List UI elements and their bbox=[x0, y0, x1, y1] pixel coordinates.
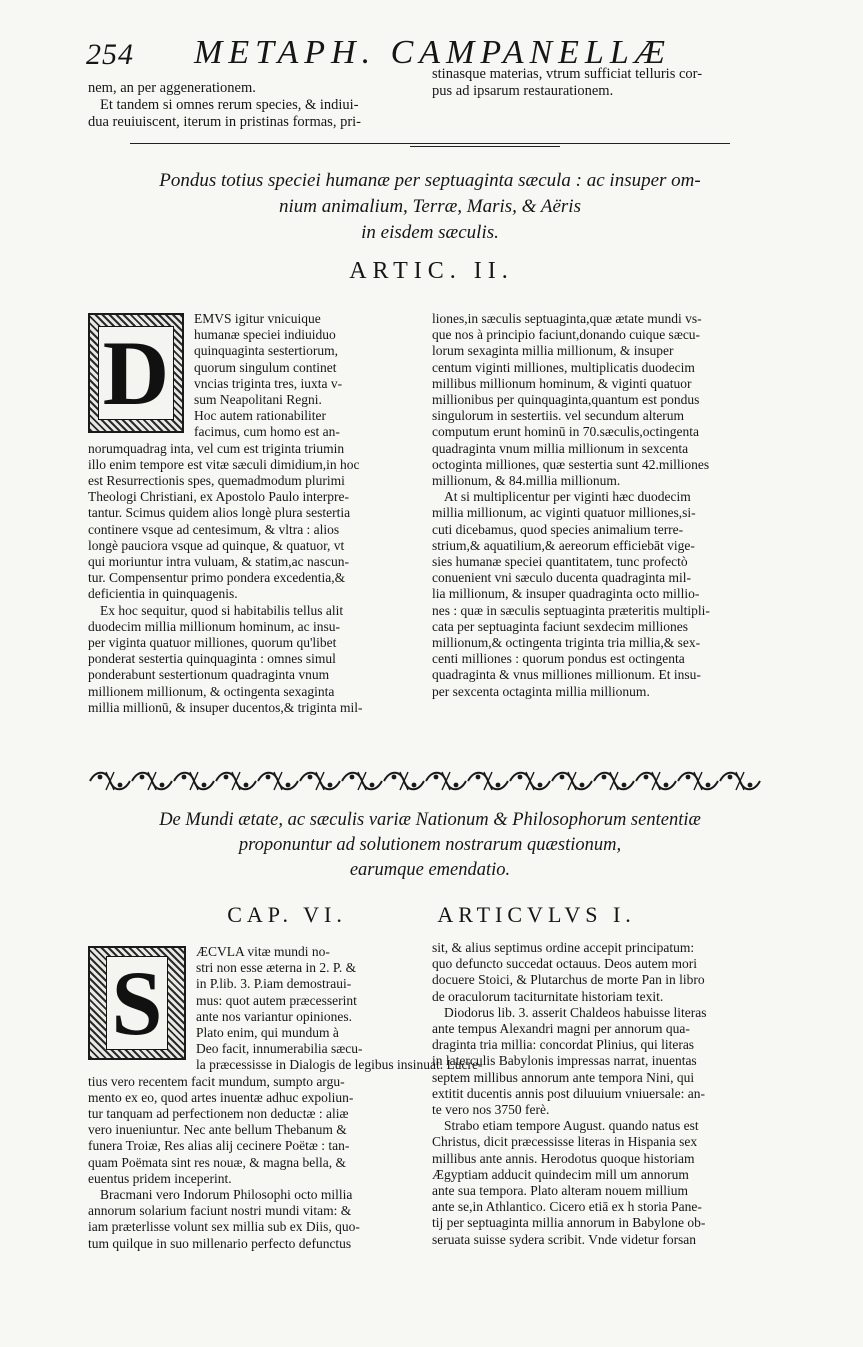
text-line: est Resurrectionis spes, quemadmodum plurimi bbox=[88, 473, 345, 489]
chapter-heading bbox=[0, 902, 863, 928]
text-line: facimus, cum homo est an- bbox=[194, 424, 340, 440]
text-line: septem millibus annorum ante tempora Nini, qui bbox=[432, 1069, 695, 1085]
text-line: Bracmani vero Indorum Philosophi octo millia bbox=[100, 1187, 353, 1203]
text-line: millia millionū, & insuper ducentos,& triginta mil- bbox=[88, 699, 363, 715]
text-line: nes : quæ in sæculis septuaginta præteritis multipli- bbox=[432, 602, 710, 618]
text-line: deficientia in quinquagenis. bbox=[88, 586, 238, 602]
text-line: humanæ speciei indiuiduo bbox=[194, 327, 336, 343]
text-line: cata per septuaginta faciunt sexdecim milliones bbox=[432, 618, 689, 634]
continued-text-left bbox=[88, 80, 408, 131]
text-line: Diodorus lib. 3. asserit Chaldeos habuisse literas bbox=[444, 1004, 707, 1020]
heading-line: in eisdem sæculis. bbox=[361, 222, 499, 243]
text-line: millibus millionum hominum, & viginti quatuor bbox=[432, 375, 692, 391]
text-line: longè pauciora vsque ad quinque, & quatuor, vt bbox=[88, 537, 345, 553]
text-line: tij per septuaginta millia annorum in Babylone ob- bbox=[432, 1215, 706, 1231]
text-line: quadraginta vnum millia millionum in sexcenta bbox=[432, 440, 689, 456]
text-line: de oraculorum taciturnitate historiam texit. bbox=[432, 988, 664, 1004]
text-line: illo enim tempore est vitæ sæculi dimidium,in hoc bbox=[88, 456, 360, 472]
text-line: millionum,& octingenta triginta tria millia,& sex- bbox=[432, 635, 701, 651]
text-line: tum quilque in suo millenario perfecto defunctus bbox=[88, 1235, 352, 1251]
text-line: EMVS igitur vnicuique bbox=[194, 311, 321, 326]
text-line: extitit ducentis annis post diluuium vniuersale: an- bbox=[432, 1085, 705, 1101]
decorated-initial-d bbox=[88, 313, 184, 433]
section-heading-mundi bbox=[100, 808, 760, 883]
text-line: duodecim millia millionum hominum, ac insu- bbox=[88, 618, 340, 634]
text-line: sit, & alius septimus ordine accepit principatum: bbox=[432, 940, 695, 955]
text-line: annorum solarium faciunt nostri mundi vitam: & bbox=[88, 1203, 352, 1219]
text-line: ante se,in Athlantico. Cicero etiā ex h storia Pane- bbox=[432, 1199, 702, 1215]
article-number: ARTICVLVS I. bbox=[437, 902, 636, 927]
text-line: ante sua tempora. Plato alteram nouem millium bbox=[432, 1183, 689, 1199]
text-line: Et tandem si omnes rerum species, & indiui- bbox=[100, 97, 359, 113]
text-line: mento ex eo, quod artes inuentæ adhuc expoliun- bbox=[88, 1089, 354, 1105]
text-line: millionibus per quinquaginta,quantum est pondus bbox=[432, 392, 700, 408]
text-line: pus ad ipsarum restaurationem. bbox=[432, 83, 614, 99]
text-line: strium,& aquatilium,& aereorum efficiebāt vige- bbox=[432, 537, 695, 553]
text-line: millia millionum, ac viginti quatuor milliones,si- bbox=[432, 505, 696, 521]
text-line: sum Neapolitani Regni. bbox=[194, 392, 322, 408]
text-line: ponderat sestertia quinquaginta : omnes simul bbox=[88, 651, 336, 667]
text-line: quadraginta & vnus milliones millionum. Et insu- bbox=[432, 667, 701, 683]
text-line: draginta tria millia: concordat Plinius, qui literas bbox=[432, 1037, 695, 1053]
text-line: seruata suisse sydera scribit. Vnde videtur forsan bbox=[432, 1231, 697, 1247]
ornament-svg bbox=[88, 768, 764, 794]
initial-letter: S bbox=[106, 956, 167, 1050]
text-line: lia millionum, & insuper quadraginta octo millio- bbox=[432, 586, 700, 602]
text-line: Ex hoc sequitur, quod si habitabilis tellus alit bbox=[100, 602, 344, 618]
text-line: millibus ante annis. Herodotus quoque historiam bbox=[432, 1150, 695, 1166]
text-line: centi milliones : quorum pondus est octingenta bbox=[432, 651, 685, 667]
text-line: cuti dicebamus, quod species animalium terre- bbox=[432, 521, 684, 537]
text-line: stinasque materias, vtrum sufficiat telluris cor- bbox=[432, 66, 703, 82]
page-number: 254 bbox=[86, 38, 134, 71]
article-heading: ARTIC. II. bbox=[349, 258, 514, 284]
text-line: docuere Stoici, & Plutarchus de morte Pan in libro bbox=[432, 972, 705, 988]
heading-line: De Mundi ætate, ac sæculis variæ Nationum & Philosophorum sententiæ bbox=[159, 810, 701, 830]
text-line: ponderabunt sestertionum quadraginta vnum bbox=[88, 667, 330, 683]
text-line: continere vsque ad centesimum, & vltra : alios bbox=[88, 521, 340, 537]
heading-line: earumque emendatio. bbox=[349, 860, 511, 880]
text-line: tius vero recentem facit mundum, sumpto argu- bbox=[88, 1073, 345, 1089]
text-line: quinquaginta sestertiorum, bbox=[194, 343, 338, 359]
text-line: octoginta milliones, quæ sestertia sunt 42.milliones bbox=[432, 456, 710, 472]
heading-line: nium animalium, Terræ, Maris, & Aëris bbox=[279, 196, 581, 217]
text-line: Plato enim, qui mundum à bbox=[196, 1025, 339, 1041]
text-line: centum viginti milliones, multiplicatis duodecim bbox=[432, 359, 695, 375]
text-line: ante nos variantur opiniones. bbox=[196, 1008, 352, 1024]
text-line: in P.lib. 3. P.iam demostraui- bbox=[196, 976, 352, 992]
text-line: quo defuncto succedat octauus. Deos autem mori bbox=[432, 956, 698, 972]
text-line: iam præterlisse volunt sex millia sub ex Diis, quo- bbox=[88, 1219, 360, 1235]
text-line: nem, an per aggenerationem. bbox=[88, 80, 256, 96]
chapter-number: CAP. VI. bbox=[227, 902, 347, 927]
text-line: funera Troiæ, Res alias alij cecinere Poëtæ : tan- bbox=[88, 1138, 350, 1154]
text-line: per sexcenta octaginta millia millionum. bbox=[432, 683, 650, 699]
text-line: norumquadrag inta, vel cum est triginta triumin bbox=[88, 440, 345, 456]
text-line: te vero nos 3750 ferè. bbox=[432, 1102, 550, 1118]
column-left-section2 bbox=[88, 944, 483, 1252]
text-line: lorum sexaginta millia millionum, & insuper bbox=[432, 343, 674, 359]
text-line: At si multiplicentur per viginti hæc duodecim bbox=[444, 489, 691, 505]
text-line: Christus, dicit præcessisse literas in Hispania sex bbox=[432, 1134, 698, 1150]
text-line: dua reuiuiscent, iterum in pristinas formas, pri- bbox=[88, 114, 362, 130]
section-divider-rule bbox=[130, 143, 730, 144]
text-line: Theologi Christiani, ex Apostolo Paulo interpre- bbox=[88, 489, 349, 505]
text-line: Strabo etiam tempore August. quando natus est bbox=[444, 1118, 699, 1134]
text-line: tur tanquam ad perfectionem non deductæ : aliæ bbox=[88, 1106, 349, 1122]
text-line: tantur. Scimus quidem alios longè plura sestertia bbox=[88, 505, 351, 521]
continued-text-right bbox=[432, 66, 782, 100]
heading-line: proponuntur ad solutionem nostrarum quæstionum, bbox=[238, 835, 622, 855]
text-line: millionum, & 84.millia millionum. bbox=[432, 473, 621, 489]
text-line: millionem millionum, & octingenta sexaginta bbox=[88, 683, 335, 699]
text-line: Deo facit, innumerabilia sæcu- bbox=[196, 1041, 363, 1057]
text-line: ÆCVLA vitæ mundi no- bbox=[196, 944, 330, 959]
running-title: METAPH. CAMPANELLÆ bbox=[194, 34, 671, 71]
text-line: Ægyptiam adducit quindecim mill um annorum bbox=[432, 1166, 689, 1182]
section-heading-pondus bbox=[110, 168, 750, 246]
column-right-section2 bbox=[432, 940, 764, 1248]
text-line: euentus pridem inceperint. bbox=[88, 1170, 232, 1186]
text-line: vncias triginta tres, iuxta v- bbox=[194, 375, 343, 391]
text-line: la præcessisse in Dialogis de legibus insinuat. Lucre- bbox=[196, 1057, 483, 1073]
text-line: quorum singulum continet bbox=[194, 359, 337, 375]
decorative-ornament-band bbox=[88, 768, 764, 794]
text-line: tur. Compensentur primo pondera excedentia,& bbox=[88, 570, 346, 586]
text-line: mus: quot autem præcesserint bbox=[196, 992, 357, 1008]
text-line: in laterculis Babylonis impressas narrat, inuentas bbox=[432, 1053, 697, 1069]
text-line: quam Poëmata sint res nouæ, & magna bella, & bbox=[88, 1154, 346, 1170]
text-line: stri non esse æterna in 2. P. & bbox=[196, 960, 357, 976]
decorated-initial-s bbox=[88, 946, 186, 1060]
heading-line: Pondus totius speciei humanæ per septuaginta sæcula : ac insuper om- bbox=[159, 170, 701, 191]
column-right-section1 bbox=[432, 311, 764, 700]
text-line: per viginta quatuor milliones, quorum qu'libet bbox=[88, 635, 337, 651]
text-line: ante tempus Alexandri magni per annorum qua- bbox=[432, 1021, 690, 1037]
text-line: Hoc autem rationabiliter bbox=[194, 408, 326, 424]
column-left-section1 bbox=[88, 311, 414, 716]
text-line: conuenient vni sæculo ducenta quadraginta mil- bbox=[432, 570, 692, 586]
text-line: liones,in sæculis septuaginta,quæ ætate mundi vs- bbox=[432, 311, 702, 326]
text-line: sies humanæ speciei quantitatem, tunc profectò bbox=[432, 554, 688, 570]
initial-letter: D bbox=[98, 326, 174, 420]
text-line: que nos à principio faciunt,donando cuique sæcu- bbox=[432, 327, 701, 343]
text-line: singulorum in sestertiis. vel secundum alterum bbox=[432, 408, 684, 424]
text-line: qui moriuntur intra vuluam, & statim,ac nascun- bbox=[88, 554, 349, 570]
text-line: vero inueniuntur. Nec ante bellum Thebanum & bbox=[88, 1122, 347, 1138]
text-line: computum erunt hominū in 70.sæculis,octingenta bbox=[432, 424, 699, 440]
